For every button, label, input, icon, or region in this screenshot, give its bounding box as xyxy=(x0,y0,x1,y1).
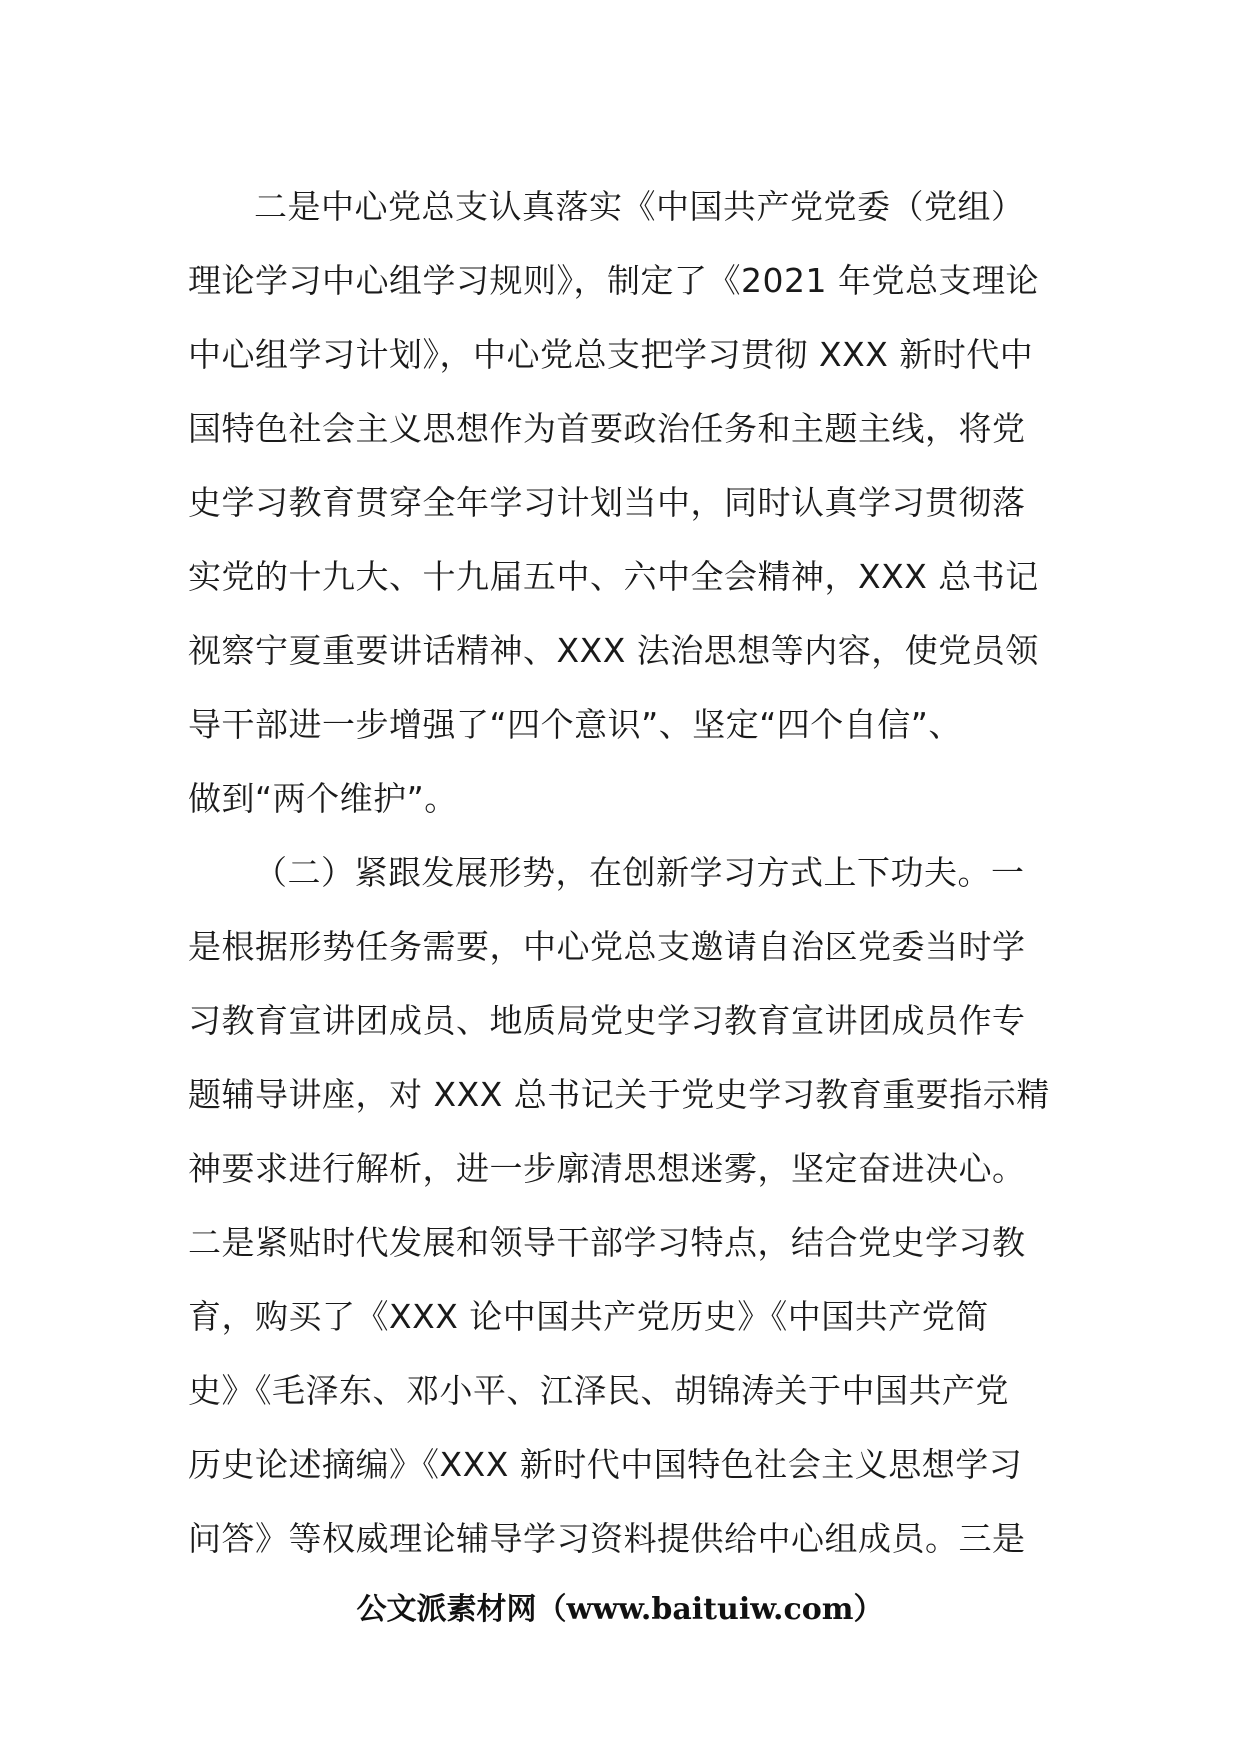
paragraph-line: 中心组学习计划》，中心党总支把学习贯彻 XXX 新时代中 xyxy=(188,335,1034,374)
paragraph-line: 二是中心党总支认真落实《中国共产党党委（党组） xyxy=(254,187,1025,226)
paragraph-line: 导干部进一步增强了“四个意识”、坚定“四个自信”、 xyxy=(188,705,962,744)
paragraph-line: 育，购买了《XXX 论中国共产党历史》《中国共产党简 xyxy=(188,1297,989,1336)
paragraph-line: 做到“两个维护”。 xyxy=(188,779,458,818)
page-footer-watermark: 公文派素材网（www.baituiw.com） xyxy=(356,1592,884,1627)
paragraph-line: 史》《毛泽东、邓小平、江泽民、胡锦涛关于中国共产党 xyxy=(188,1371,1009,1410)
paragraph-line: 神要求进行解析，进一步廓清思想迷雾，坚定奋进决心。 xyxy=(188,1149,1026,1188)
paragraph-line: 实党的十九大、十九届五中、六中全会精神，XXX 总书记 xyxy=(188,557,1039,596)
paragraph-line: 史学习教育贯穿全年学习计划当中，同时认真学习贯彻落 xyxy=(188,483,1026,522)
paragraph-line: 问答》等权威理论辅导学习资料提供给中心组成员。三是 xyxy=(188,1519,1026,1558)
paragraph-line: 习教育宣讲团成员、地质局党史学习教育宣讲团成员作专 xyxy=(188,1001,1026,1040)
paragraph-line: 视察宁夏重要讲话精神、XXX 法治思想等内容，使党员领 xyxy=(188,631,1039,670)
paragraph-line: 理论学习中心组学习规则》，制定了《2021 年党总支理论 xyxy=(188,261,1039,300)
document-body xyxy=(188,170,1068,1576)
paragraph-line: 题辅导讲座，对 XXX 总书记关于党史学习教育重要指示精 xyxy=(188,1075,1050,1114)
paragraph-line: 历史论述摘编》《XXX 新时代中国特色社会主义思想学习 xyxy=(188,1445,1023,1484)
paragraph-line: （二）紧跟发展形势，在创新学习方式上下功夫。一 xyxy=(254,853,1025,892)
paragraph-line: 二是紧贴时代发展和领导干部学习特点，结合党史学习教 xyxy=(188,1223,1026,1262)
paragraph-line: 国特色社会主义思想作为首要政治任务和主题主线，将党 xyxy=(188,409,1026,448)
paragraph-line: 是根据形势任务需要，中心党总支邀请自治区党委当时学 xyxy=(188,927,1026,966)
